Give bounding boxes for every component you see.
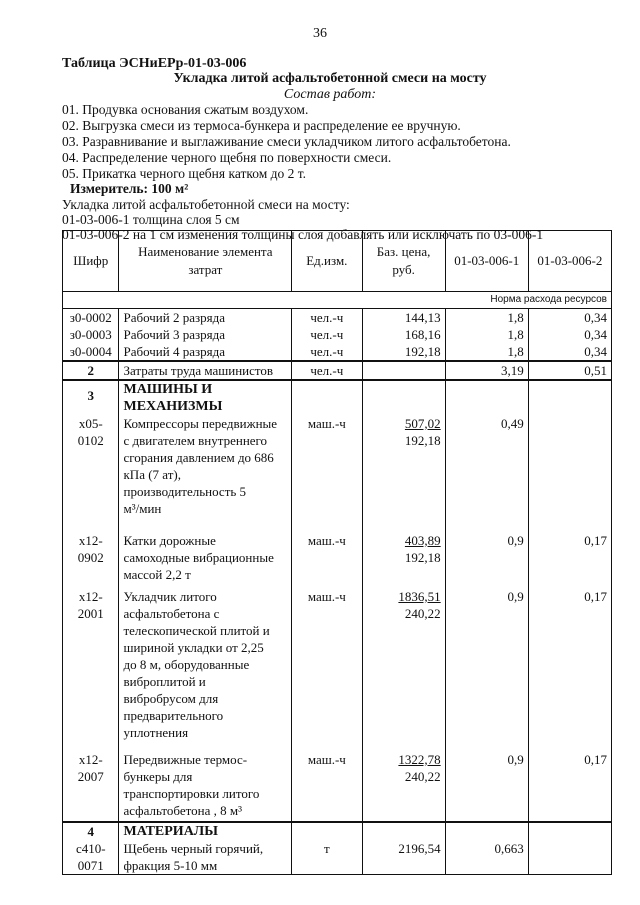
row-r2: 0,51 [528, 361, 611, 380]
header-r2: 01-03-006-2 [528, 231, 611, 292]
row-price: 1322,78 240,22 [362, 751, 445, 822]
row-r2: 0,34 [528, 309, 611, 327]
row-unit: чел.-ч [292, 309, 362, 327]
norms-table [62, 230, 612, 875]
row-code: з0-0003 [63, 326, 119, 343]
section-title [119, 380, 292, 415]
table-row [63, 840, 612, 875]
header-unit: Ед.изм. [292, 231, 362, 292]
row-name: Укладчик литого асфальтобетона с телескопической плитой и шириной укладки от 2,25 до 8 м, оборудованные виброплитой и вибробрусом для предварительного уплотнения [119, 588, 292, 751]
row-code: с410-0071 [63, 840, 119, 875]
row-r1: 3,19 [445, 361, 528, 380]
row-price: 168,16 [362, 326, 445, 343]
row-name: Катки дорожные самоходные вибрационные массой 2,2 т [119, 532, 292, 588]
section-row [63, 822, 612, 840]
description-line: 01-03-006-2 на 1 см изменения толщины слоя добавлять или исключать по 03-006-1 [62, 227, 544, 242]
table-row [63, 415, 612, 532]
row-price: 403,89 192,18 [362, 532, 445, 588]
header-price: Баз. цена, руб. [362, 231, 445, 292]
table-row [63, 309, 612, 327]
section-number: 3 [63, 380, 119, 415]
row-name: Рабочий 3 разряда [119, 326, 292, 343]
row-r2: 0,34 [528, 326, 611, 343]
row-price: 1836,51 240,22 [362, 588, 445, 751]
row-price [362, 361, 445, 380]
section-title-line: МЕХАНИЗМЫ [123, 399, 223, 414]
row-r1: 0,663 [445, 840, 528, 875]
row-name: Щебень черный горячий, фракция 5-10 мм [119, 840, 292, 875]
row-r2: 0,17 [528, 532, 611, 588]
work-item: 02. Выгрузка смеси из термоса-бункера и распределение ее вручную. [62, 118, 461, 133]
row-price: 507,02 192,18 [362, 415, 445, 532]
row-unit: чел.-ч [292, 343, 362, 361]
table-row [63, 326, 612, 343]
row-code: з0-0004 [63, 343, 119, 361]
row-r1: 0,9 [445, 532, 528, 588]
section-number: 4 [63, 822, 119, 840]
row-r1: 0,9 [445, 751, 528, 822]
description-line: 01-03-006-1 толщина слоя 5 см [62, 212, 240, 227]
header-name: Наименование элемента затрат [119, 231, 292, 292]
table-row [63, 343, 612, 361]
row-r1: 1,8 [445, 326, 528, 343]
header-r1: 01-03-006-1 [445, 231, 528, 292]
header-code: Шифр [63, 231, 119, 292]
row-name: Рабочий 4 разряда [119, 343, 292, 361]
row-unit: т [292, 840, 362, 875]
row-code: х12-0902 [63, 532, 119, 588]
work-item: 04. Распределение черного щебня по поверхности смеси. [62, 150, 392, 165]
row-r1: 1,8 [445, 343, 528, 361]
table-row [63, 588, 612, 751]
table-subtitle: Укладка литой асфальтобетонной смеси на мосту [173, 71, 487, 86]
row-unit: чел.-ч [292, 326, 362, 343]
row-r1: 0,9 [445, 588, 528, 751]
row-r2: 0,17 [528, 751, 611, 822]
row-unit: чел.-ч [292, 361, 362, 380]
row-price: 2196,54 [362, 840, 445, 875]
work-item: 03. Разравнивание и выглаживание смеси укладчиком литого асфальтобетона. [62, 134, 511, 149]
section-title: МАТЕРИАЛЫ [119, 822, 292, 840]
work-item: 05. Прикатка черного щебня катком до 2 т. [62, 166, 307, 181]
row-unit: маш.-ч [292, 588, 362, 751]
row-name: Компрессоры передвижные с двигателем внутреннего сгорания давлением до 686 кПа (7 ат), производительность 5 м³/мин [119, 415, 292, 532]
row-code: 2 [63, 361, 119, 380]
row-r1: 0,49 [445, 415, 528, 532]
row-price: 192,18 [362, 343, 445, 361]
row-r2 [528, 415, 611, 532]
page-number: 36 [313, 26, 327, 41]
table-title: Таблица ЭСНиЕРр-01-03-006 [62, 56, 247, 71]
norm-note: Норма расхода ресурсов [63, 292, 612, 309]
row-unit: маш.-ч [292, 751, 362, 822]
composition-title: Состав работ: [283, 87, 377, 102]
row-r1: 1,8 [445, 309, 528, 327]
work-item: 01. Продувка основания сжатым воздухом. [62, 102, 309, 117]
row-code: х12-2001 [63, 588, 119, 751]
row-code: з0-0002 [63, 309, 119, 327]
section-row [63, 380, 612, 415]
description-line: Укладка литой асфальтобетонной смеси на мосту: [62, 197, 350, 212]
row-unit: маш.-ч [292, 415, 362, 532]
norm-note-row [63, 292, 612, 309]
row-code: х05-0102 [63, 415, 119, 532]
row-name: Рабочий 2 разряда [119, 309, 292, 327]
row-r2: 0,17 [528, 588, 611, 751]
row-price: 144,13 [362, 309, 445, 327]
row-r2: 0,34 [528, 343, 611, 361]
row-r2 [528, 840, 611, 875]
operators-row [63, 361, 612, 380]
row-unit: маш.-ч [292, 532, 362, 588]
measure-unit: Измеритель: 100 м² [70, 181, 189, 196]
row-name: Затраты труда машинистов [119, 361, 292, 380]
table-row [63, 751, 612, 822]
section-title-line: МАШИНЫ И [123, 382, 213, 397]
row-code: х12-2007 [63, 751, 119, 822]
row-name: Передвижные термос- бункеры для транспортировки литого асфальтобетона , 8 м³ [119, 751, 292, 822]
table-header-row [63, 231, 612, 292]
table-row [63, 532, 612, 588]
